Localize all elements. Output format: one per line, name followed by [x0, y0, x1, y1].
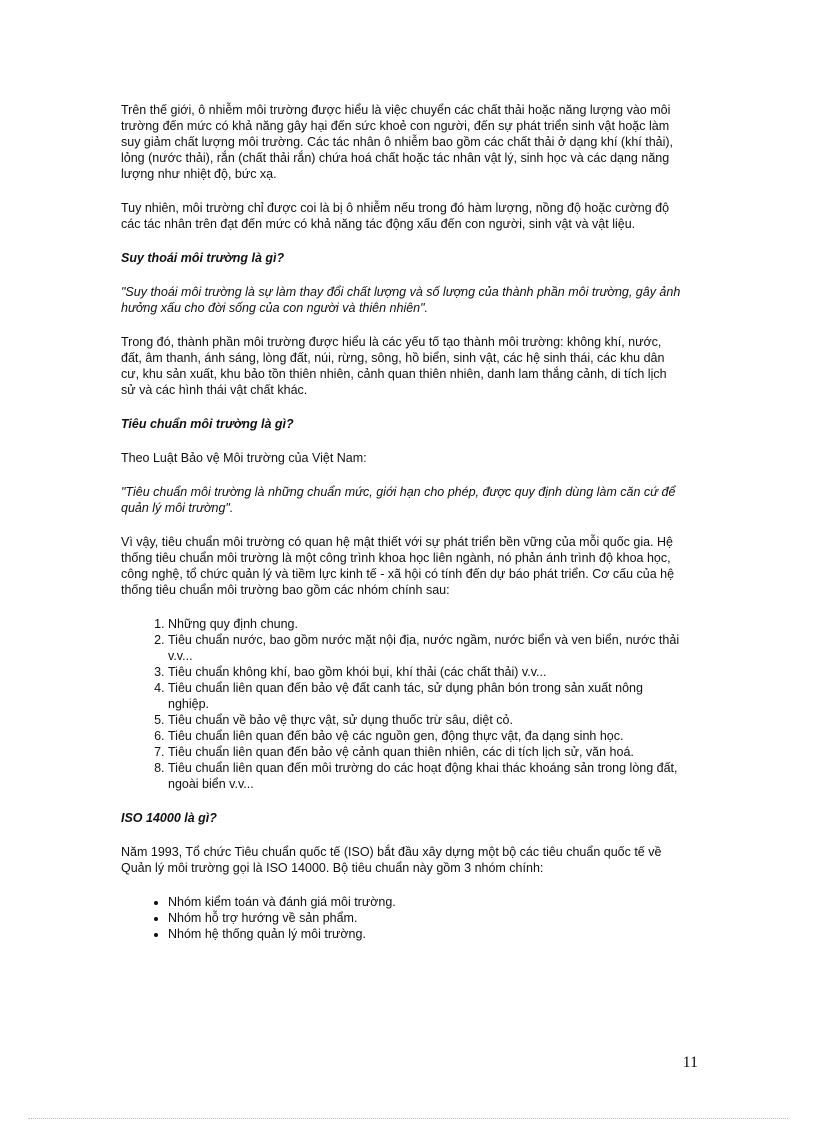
- heading-iso-14000: ISO 14000 là gì?: [121, 811, 217, 825]
- paragraph-iso-history: Năm 1993, Tổ chức Tiêu chuẩn quốc tế (ISO) bắt đầu xây dựng một bộ các tiêu chuẩn quốc tế về Quản lý môi trường gọi là ISO 14000. Bộ tiêu chuẩn này gồm 3 nhóm chính:: [121, 845, 662, 875]
- paragraph-law-reference: Theo Luật Bảo vệ Môi trường của Việt Nam:: [121, 451, 367, 465]
- list-item: 1. Những quy định chung.: [168, 616, 683, 632]
- page-number: 11: [682, 1054, 698, 1071]
- list-item: 2. Tiêu chuẩn nước, bao gồm nước mặt nội địa, nước ngầm, nước biển và ven biển, nước thải v.v...: [168, 632, 683, 664]
- list-item: 8. Tiêu chuẩn liên quan đến môi trường do các hoạt động khai thác khoáng sản trong lòng đất, ngoài biển v.v...: [168, 760, 683, 792]
- standards-group-list: [121, 616, 683, 792]
- list-item: 6. Tiêu chuẩn liên quan đến bảo vệ các nguồn gen, động thực vật, đa dạng sinh học.: [168, 728, 683, 744]
- heading-environment-standards: Tiêu chuẩn môi trường là gì?: [121, 417, 294, 431]
- quote-degradation-definition: "Suy thoái môi trường là sự làm thay đổi chất lượng và số lượng của thành phần môi trường, gây ảnh hưởng xấu cho đời sống của con người và thiên nhiên".: [121, 285, 681, 315]
- quote-standards-definition: "Tiêu chuẩn môi trường là những chuẩn mức, giới hạn cho phép, được quy định dùng làm căn cứ để quản lý môi trường".: [121, 485, 676, 515]
- paragraph-pollution-definition: Trên thế giới, ô nhiễm môi trường được hiểu là việc chuyển các chất thải hoặc năng lượng vào môi trường đến mức có khả năng gây hại đến sức khoẻ con người, đến sự phát triển sinh vật hoặc làm suy giảm chất lượng môi trường. Các tác nhân ô nhiễm bao gồm các chất thải ở dạng khí (khí thải), lỏng (nước thải), rắn (chất thải rắn) chứa hoá chất hoặc tác nhân vật lý, sinh học và các dạng năng lượng như nhiệt độ, bức xạ.: [121, 103, 674, 181]
- list-item: 4. Tiêu chuẩn liên quan đến bảo vệ đất canh tác, sử dụng phân bón trong sản xuất nông nghiệp.: [168, 680, 683, 712]
- page-bottom-divider: [28, 1118, 788, 1119]
- heading-degradation: Suy thoái môi trường là gì?: [121, 251, 285, 265]
- iso-group-list: [121, 894, 683, 942]
- list-item: 5. Tiêu chuẩn về bảo vệ thực vật, sử dụng thuốc trừ sâu, diệt cỏ.: [168, 712, 683, 728]
- list-item: • Nhóm hỗ trợ hướng về sản phẩm.: [168, 910, 683, 926]
- list-item: • Nhóm hệ thống quản lý môi trường.: [168, 926, 683, 942]
- paragraph-environment-components: Trong đó, thành phần môi trường được hiểu là các yếu tố tạo thành môi trường: không khí, nước, đất, âm thanh, ánh sáng, lòng đất, núi, rừng, sông, hồ biển, sinh vật, các hệ sinh thái, các khu dân cư, khu sản xuất, khu bảo tồn thiên nhiên, cảnh quan thiên nhiên, danh lam thắng cảnh, di tích lịch sử và các hình thái vật chất khác.: [121, 335, 667, 397]
- page-content: [121, 102, 683, 960]
- paragraph-pollution-condition: Tuy nhiên, môi trường chỉ được coi là bị ô nhiễm nếu trong đó hàm lượng, nồng độ hoặc cường độ các tác nhân trên đạt đến mức có khả năng tác động xấu đến con người, sinh vật và vật liệu.: [121, 201, 670, 231]
- list-item: 3. Tiêu chuẩn không khí, bao gồm khói bụi, khí thải (các chất thải) v.v...: [168, 664, 683, 680]
- paragraph-standards-system: Vì vậy, tiêu chuẩn môi trường có quan hệ mật thiết với sự phát triển bền vững của mỗi quốc gia. Hệ thống tiêu chuẩn môi trường là một công trình khoa học liên ngành, nó phản ánh trình độ khoa học, công nghệ, tổ chức quản lý và tiềm lực kinh tế - xã hội có tính đến dự báo phát triển. Cơ cấu của hệ thống tiêu chuẩn môi trường bao gồm các nhóm chính sau:: [121, 535, 675, 597]
- list-item: • Nhóm kiểm toán và đánh giá môi trường.: [168, 894, 683, 910]
- list-item: 7. Tiêu chuẩn liên quan đến bảo vệ cảnh quan thiên nhiên, các di tích lịch sử, văn hoá.: [168, 744, 683, 760]
